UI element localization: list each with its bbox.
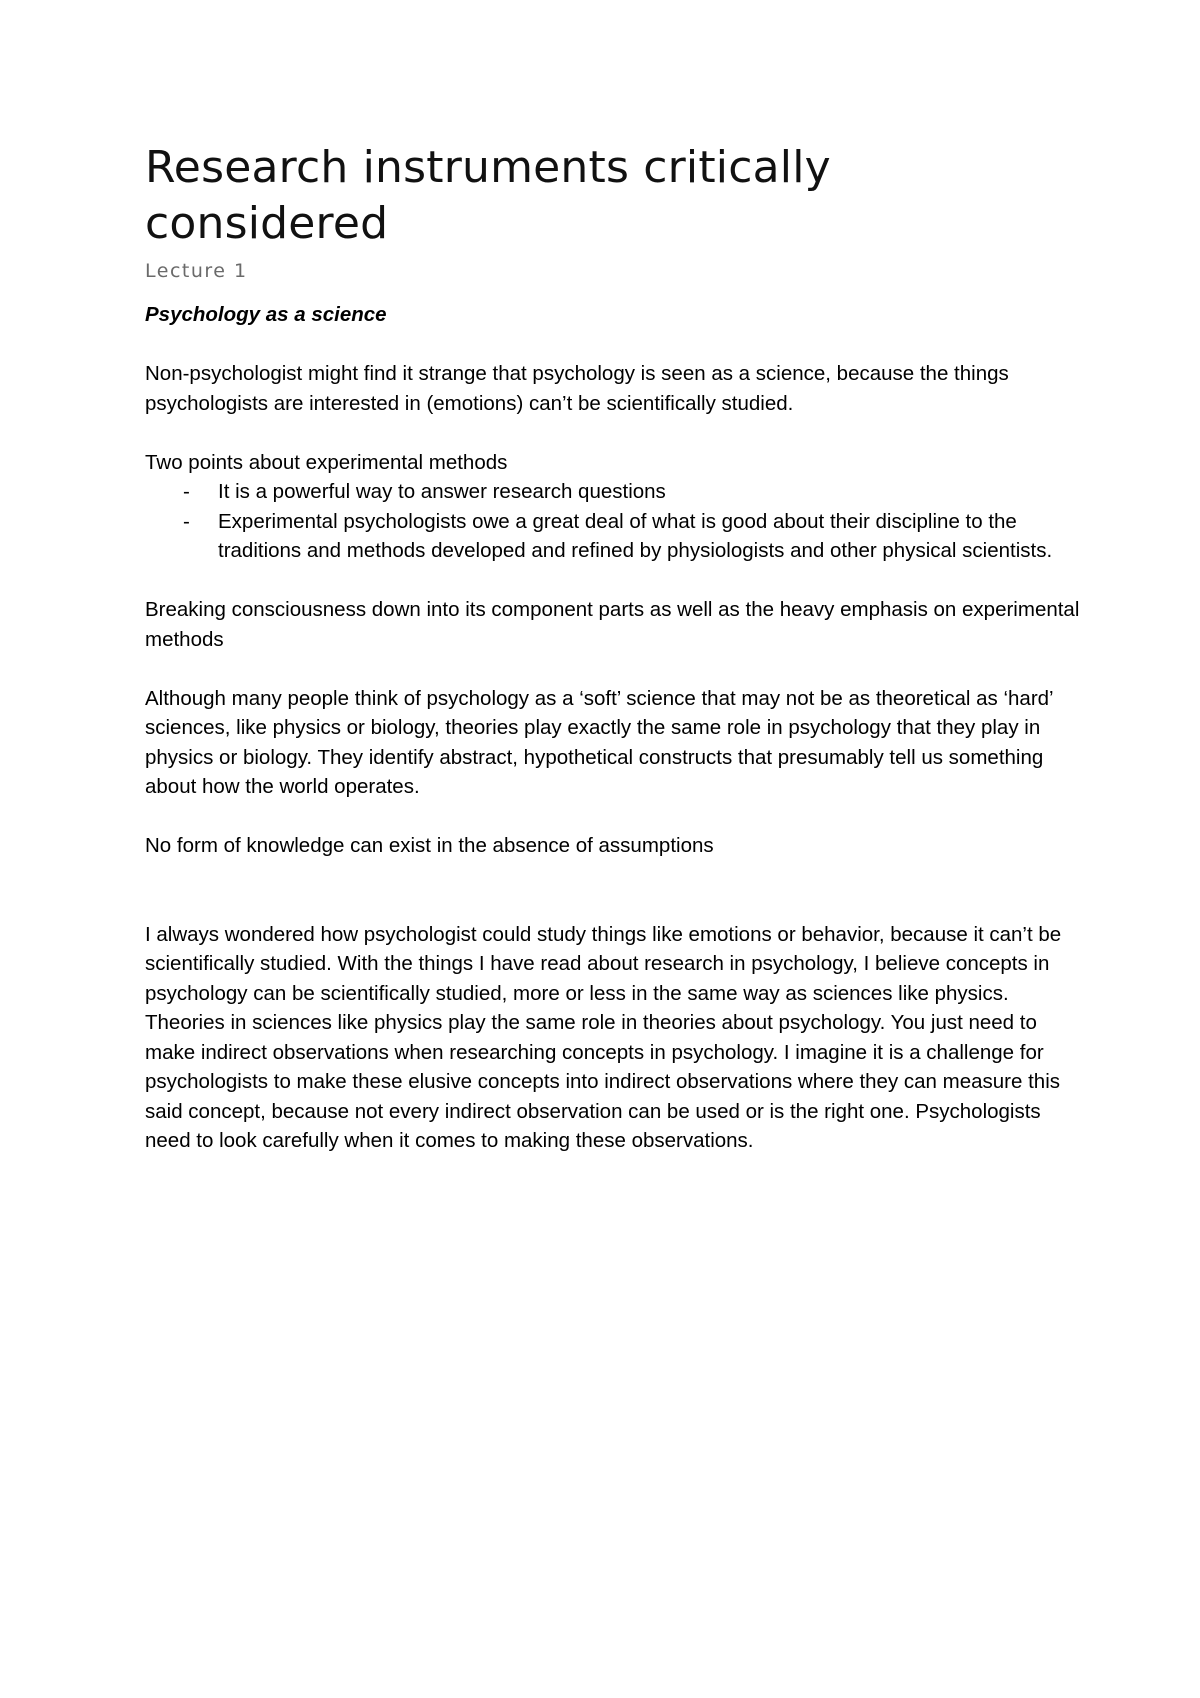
document-body [145, 140, 1085, 1156]
assumptions-paragraph: No form of knowledge can exist in the absence of assumptions [145, 834, 714, 857]
section-heading: Psychology as a science [145, 303, 387, 326]
document-subtitle: Lecture 1 [145, 260, 248, 282]
list-dash-marker: - [183, 480, 190, 503]
soft-science-paragraph: Although many people think of psychology as a ‘soft’ science that may not be as theoretical as ‘hard’ sciences, like physics or biology, theories play exactly the same role in psychology that they play in physics or biology. They identify abstract, hypothetical constructs that presumably tell us something about how the world operates. [145, 686, 1053, 798]
intro-paragraph: Non-psychologist might find it strange that psychology is seen as a science, because the things psychologists are interested in (emotions) can’t be scientifically studied. [145, 362, 1009, 415]
list-dash-marker: - [183, 509, 190, 533]
points-intro: Two points about experimental methods [145, 450, 508, 474]
document-title: Research instruments critically considered [145, 142, 831, 249]
list-item [145, 477, 1085, 507]
list-item-text: Experimental psychologists owe a great deal of what is good about their discipline to the traditions and methods developed and refined by physiologists and other physical scientists. [218, 509, 1053, 562]
consciousness-paragraph: Breaking consciousness down into its component parts as well as the heavy emphasis on experimental methods [145, 598, 1080, 651]
list-item-text: It is a powerful way to answer research questions [218, 480, 666, 503]
reflection-paragraph: I always wondered how psychologist could study things like emotions or behavior, because it can’t be scientifically studied. With the things I have read about research in psychology, I believe concepts in psychology can be scientifically studied, more or less in the same way as sciences like physics. Theories in sciences like physics play the same role in theories about psychology. You just need to make indirect observations when researching concepts in psychology. I imagine it is a challenge for psychologists to make these elusive concepts into indirect observations where they can measure this said concept, because not every indirect observation can be used or is the right one. Psychologists need to look carefully when it comes to making these observations. [145, 922, 1062, 1152]
experimental-methods-list [145, 477, 1085, 566]
list-item [145, 507, 1085, 566]
